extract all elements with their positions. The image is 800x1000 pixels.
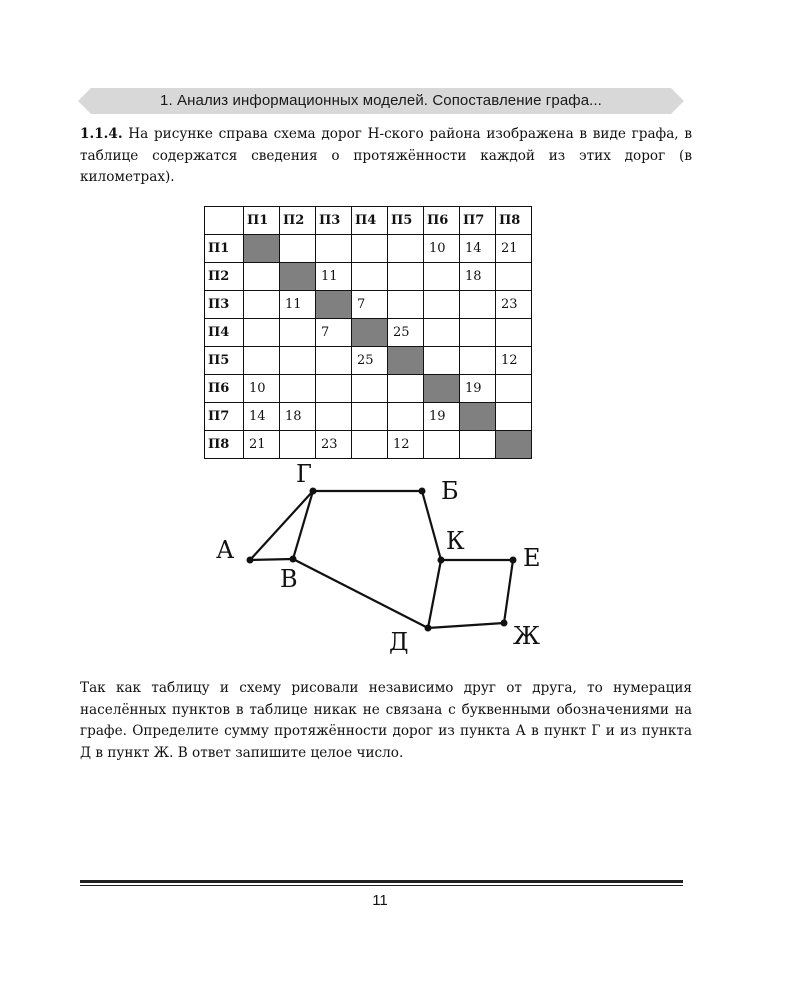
table-row <box>205 347 532 375</box>
column-header: П7 <box>460 207 496 235</box>
table-cell: 14 <box>460 235 496 263</box>
table-cell <box>280 235 316 263</box>
table-cell <box>460 319 496 347</box>
table-cell <box>424 291 460 319</box>
column-header: П1 <box>244 207 280 235</box>
column-header: П5 <box>388 207 424 235</box>
edge-B-K <box>422 491 441 560</box>
table-row <box>205 263 532 291</box>
table-cell <box>244 263 280 291</box>
table-cell: 19 <box>460 375 496 403</box>
table-cell <box>352 263 388 291</box>
table-cell <box>280 319 316 347</box>
table-cell <box>496 403 532 431</box>
label-A: А <box>216 536 235 564</box>
table-corner-cell <box>205 207 244 235</box>
row-header: П6 <box>205 375 244 403</box>
table-cell <box>424 319 460 347</box>
edge-E-Zh <box>504 560 513 623</box>
table-cell <box>352 235 388 263</box>
graph-edges <box>250 491 513 628</box>
column-header: П4 <box>352 207 388 235</box>
vertex-Zh <box>501 620 508 627</box>
column-header: П2 <box>280 207 316 235</box>
diagonal-cell <box>352 319 388 347</box>
table-cell <box>388 235 424 263</box>
diagonal-cell <box>280 263 316 291</box>
vertex-K <box>438 557 445 564</box>
label-D: Д <box>389 628 409 656</box>
table-cell: 23 <box>316 431 352 459</box>
vertex-B <box>419 488 426 495</box>
row-header: П3 <box>205 291 244 319</box>
table-cell <box>244 319 280 347</box>
table-cell <box>460 347 496 375</box>
column-header: П3 <box>316 207 352 235</box>
edge-K-D <box>428 560 441 628</box>
table-cell <box>424 347 460 375</box>
table-cell <box>424 263 460 291</box>
row-header: П2 <box>205 263 244 291</box>
running-header-title: 1. Анализ информационных моделей. Сопоставление графа... <box>160 92 602 109</box>
table-cell <box>352 375 388 403</box>
edge-A-V <box>250 559 293 560</box>
column-header: П8 <box>496 207 532 235</box>
table-row <box>205 291 532 319</box>
label-Zh: Ж <box>513 622 540 650</box>
table-cell: 11 <box>316 263 352 291</box>
table-cell <box>388 375 424 403</box>
problem-number: 1.1.4. <box>80 126 123 142</box>
table-row <box>205 235 532 263</box>
distance-table <box>204 206 532 459</box>
table-cell <box>316 347 352 375</box>
table-cell: 14 <box>244 403 280 431</box>
problem-question: Так как таблицу и схему рисовали независимо друг от друга, то нумерация населённых пунктов в таблице никак не связана с буквенными обозначениями на графе. Определите сумму протяжённости дорог из пункта А в пункт Г и из пункта Д в пункт Ж. В ответ запишите целое число. <box>80 680 692 761</box>
table-cell <box>388 263 424 291</box>
table-cell: 18 <box>460 263 496 291</box>
table-cell: 25 <box>388 319 424 347</box>
table-cell <box>388 403 424 431</box>
edge-D-Zh <box>428 623 504 628</box>
vertex-E <box>510 557 517 564</box>
edge-V-D <box>293 559 428 628</box>
label-B: Б <box>441 477 459 505</box>
table-cell: 7 <box>352 291 388 319</box>
table-cell <box>316 235 352 263</box>
table-cell <box>244 347 280 375</box>
table-cell <box>280 347 316 375</box>
diagonal-cell <box>460 403 496 431</box>
table-cell: 19 <box>424 403 460 431</box>
problem-text: На рисунке справа схема дорог Н-ского района изображена в виде графа, в таблице содержатся сведения о протяжённости каждой из этих дорог (в километрах). <box>80 126 692 185</box>
row-header: П4 <box>205 319 244 347</box>
page-number: 11 <box>372 892 388 909</box>
row-header: П1 <box>205 235 244 263</box>
table-cell: 18 <box>280 403 316 431</box>
table-cell: 10 <box>244 375 280 403</box>
label-V: В <box>280 565 298 593</box>
label-E: Е <box>523 544 541 572</box>
vertex-A <box>247 557 254 564</box>
table-cell <box>316 375 352 403</box>
table-cell <box>496 319 532 347</box>
table-cell: 10 <box>424 235 460 263</box>
label-K: К <box>446 527 465 555</box>
table-header-row <box>205 207 532 235</box>
road-graph <box>200 455 560 660</box>
table-row <box>205 403 532 431</box>
table-cell: 21 <box>496 235 532 263</box>
table-cell: 12 <box>496 347 532 375</box>
problem-statement <box>80 124 692 189</box>
table-cell <box>496 375 532 403</box>
table-cell <box>280 375 316 403</box>
table-cell: 25 <box>352 347 388 375</box>
table-cell: 12 <box>388 431 424 459</box>
row-header: П8 <box>205 431 244 459</box>
row-header: П7 <box>205 403 244 431</box>
table-cell <box>244 291 280 319</box>
vertex-V <box>290 556 297 563</box>
table-cell <box>496 263 532 291</box>
table-cell: 7 <box>316 319 352 347</box>
footer-rule <box>80 880 683 883</box>
table-cell <box>388 291 424 319</box>
table-cell <box>316 403 352 431</box>
footer-rule-thin <box>80 885 683 886</box>
column-header: П6 <box>424 207 460 235</box>
vertex-D <box>425 625 432 632</box>
label-G: Г <box>296 460 312 488</box>
diagonal-cell <box>316 291 352 319</box>
table-cell: 23 <box>496 291 532 319</box>
table-cell: 11 <box>280 291 316 319</box>
diagonal-cell <box>424 375 460 403</box>
row-header: П5 <box>205 347 244 375</box>
vertex-G <box>310 488 317 495</box>
table-row <box>205 319 532 347</box>
table-cell <box>460 291 496 319</box>
diagonal-cell <box>244 235 280 263</box>
table-row <box>205 375 532 403</box>
table-cell <box>352 403 388 431</box>
diagonal-cell <box>388 347 424 375</box>
table-cell: 21 <box>244 431 280 459</box>
